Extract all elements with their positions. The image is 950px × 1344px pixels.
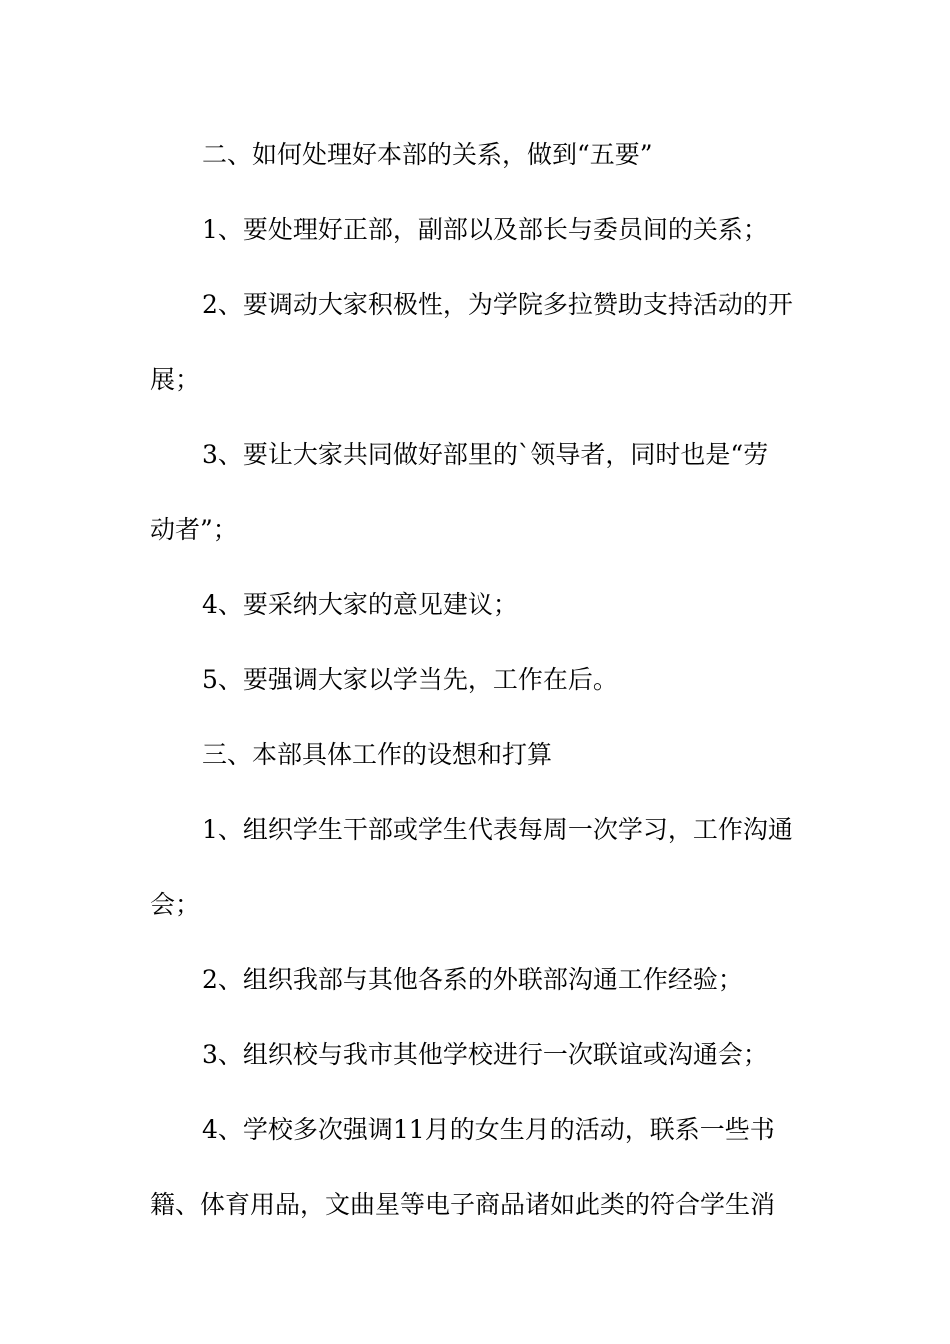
list-item: 3、组织校与我市其他学校进行一次联谊或沟通会； bbox=[202, 1040, 768, 1069]
list-item: 1、组织学生干部或学生代表每周一次学习，工作沟通 bbox=[202, 815, 793, 844]
list-item-continuation: 展； bbox=[150, 365, 201, 394]
list-item-continuation: 动者”； bbox=[150, 515, 238, 544]
list-item: 4、要采纳大家的意见建议； bbox=[202, 590, 518, 619]
list-item-continuation: 会； bbox=[150, 890, 201, 919]
list-item-continuation: 籍、体育用品，文曲星等电子商品诸如此类的符合学生消 bbox=[150, 1190, 776, 1219]
section-heading-3: 三、本部具体工作的设想和打算 bbox=[202, 740, 553, 769]
list-item: 4、学校多次强调11月的女生月的活动，联系一些书 bbox=[202, 1115, 775, 1144]
section-heading-2: 二、如何处理好本部的关系，做到“五要” bbox=[202, 140, 653, 169]
list-item: 3、要让大家共同做好部里的`领导者，同时也是“劳 bbox=[202, 440, 769, 469]
list-item: 5、要强调大家以学当先，工作在后。 bbox=[202, 665, 618, 694]
list-item: 1、要处理好正部，副部以及部长与委员间的关系； bbox=[202, 215, 768, 244]
list-item: 2、要调动大家积极性，为学院多拉赞助支持活动的开 bbox=[202, 290, 793, 319]
document-body bbox=[150, 130, 802, 1255]
list-item: 2、组织我部与其他各系的外联部沟通工作经验； bbox=[202, 965, 743, 994]
